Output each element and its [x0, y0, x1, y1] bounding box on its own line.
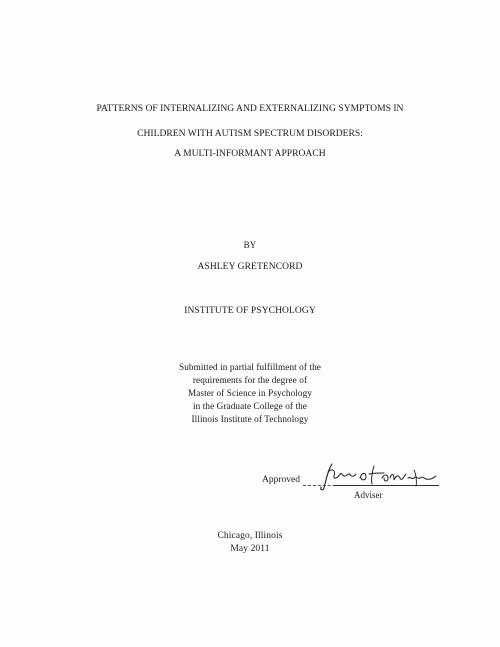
submission-line-4: in the Graduate College of the	[193, 401, 307, 411]
thesis-title-line-1: PATTERNS OF INTERNALIZING AND EXTERNALIZING SYMPTOMS IN	[96, 103, 404, 114]
submission-line-2: requirements for the degree of	[192, 375, 308, 385]
submission-line-1: Submitted in partial fulfillment of the	[179, 362, 321, 372]
location: Chicago, Illinois	[217, 531, 283, 541]
approved-label: Approved	[262, 475, 300, 485]
adviser-signature	[314, 460, 439, 492]
author-name: ASHLEY GRETENCORD	[197, 262, 303, 272]
submission-line-3: Master of Science in Psychology	[187, 388, 313, 398]
approval-block	[262, 460, 442, 500]
institute-name: INSTITUTE OF PSYCHOLOGY	[184, 306, 316, 316]
submission-line-5: Illinois Institute of Technology	[191, 414, 309, 424]
date: May 2011	[230, 544, 270, 554]
by-label: BY	[243, 240, 257, 250]
thesis-title-line-3: A MULTI-INFORMANT APPROACH	[174, 148, 326, 159]
thesis-title-line-2: CHILDREN WITH AUTISM SPECTRUM DISORDERS:	[137, 128, 363, 139]
adviser-label: Adviser	[354, 490, 383, 500]
